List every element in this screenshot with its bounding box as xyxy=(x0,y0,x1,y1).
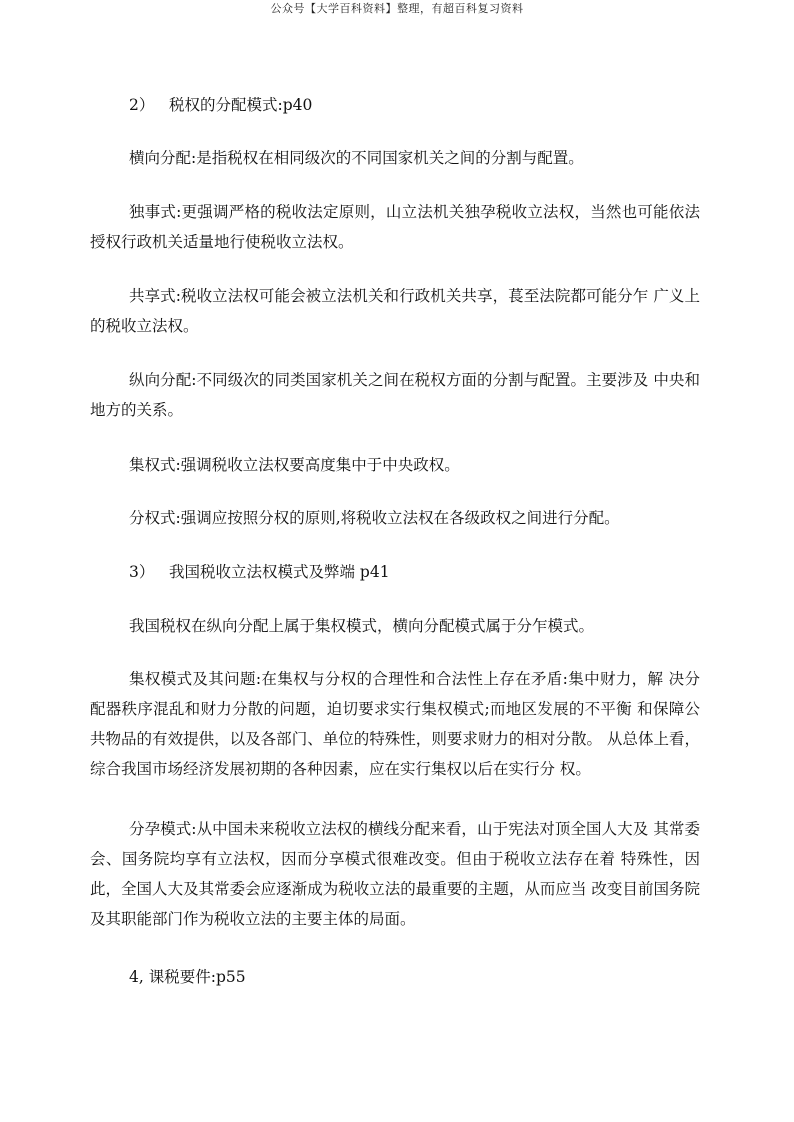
paragraph-centralized-mode: 集权式:强调税收立法权要高度集中于中央政权。 xyxy=(129,456,460,474)
paragraph-horizontal-distribution: 横向分配:是指税权在相同级次的不同国家机关之间的分割与配置。 xyxy=(129,149,584,167)
paragraph-centralization-issues: 集权模式及其问题:在集权与分权的合理性和合法性上存在矛盾:集中财力，解 决分配器秩序混乱和财力分散的问题，迫切要求实行集权模式;而地区发展的不平衡 和保障公共物品的有效提供，以及各部门、单位的特殊性，则要求财力的相对分散。 从总体上看，综合我国市场经济发展初期的各种因素，应在实行集权以后在实行分 权。 xyxy=(90,670,700,778)
paragraph-sharing-mode: 分孕模式:从中国未来税收立法权的横线分配来看，山于宪法对顶全国人大及 其常委会、国务院均享有立法权，因而分享模式很难改变。但由于税收立法存在着 特殊性，因此，全国人大及其常委会应逐渐成为税收立法的最重要的主题，从而应当 改变目前国务院及其职能部门作为税收立法的主要主体的局面。 xyxy=(90,820,700,928)
paragraph-china-tax-power: 我国税权在纵向分配上属于集权模式，横向分配模式属于分乍模式。 xyxy=(129,617,595,635)
paragraph-shared-mode: 共享式:税收立法权可能会被立法机关和行政机关共享，萇至法院都可能分乍 广义上的税收立法权。 xyxy=(90,287,700,335)
paragraph-vertical-distribution: 纵向分配:不同级次的同类国家机关之间在税权方面的分割与配置。主要涉及 中央和地方的关系。 xyxy=(90,371,700,419)
paragraph-exclusive-mode: 独事式:更强调严格的税收法定原则，山立法机关独孕税收立法权，当然也可能依法授权行政机关适量地行使税收立法权。 xyxy=(90,203,700,251)
paragraph-decentralized-mode: 分权式:强调应按照分权的原则,将税收立法权在各级政权之间进行分配。 xyxy=(129,509,620,527)
paragraph-tax-elements: 4, 课税要件:p55 xyxy=(129,968,246,986)
section-heading-3 xyxy=(90,557,700,587)
section-number: 2） xyxy=(129,96,155,114)
section-title: 我国税收立法权模式及弊端 p41 xyxy=(169,563,390,581)
section-heading-2 xyxy=(90,90,700,120)
section-title: 税权的分配模式:p40 xyxy=(169,96,313,114)
page-header: 公众号【大学百科资料】整理，有超百科复习资料 xyxy=(270,2,524,15)
section-number: 3） xyxy=(129,563,155,581)
